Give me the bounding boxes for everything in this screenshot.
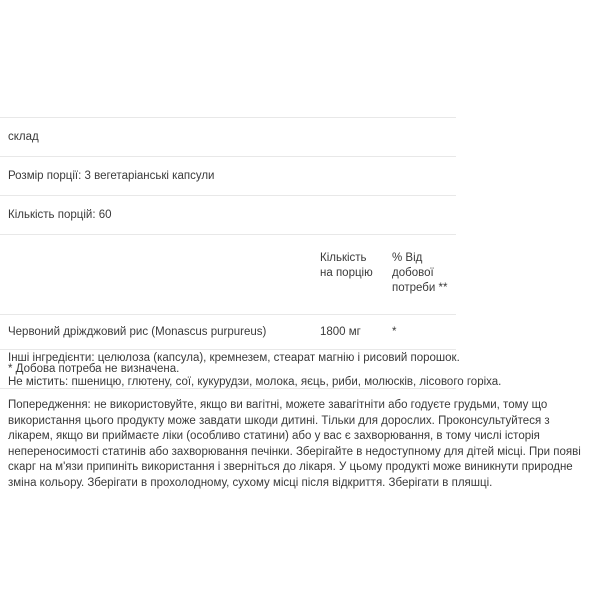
table-row-servings-per-container: [0, 196, 456, 235]
ingredient-amount: 1800 мг: [320, 326, 361, 338]
table-row: [0, 315, 456, 350]
info-paragraphs: [8, 351, 592, 491]
free-from-text: Не містить: пшеницю, глютену, сої, кукурудзи, молока, яєць, риби, молюсків, лісового горіха.: [8, 375, 502, 388]
supplement-facts-table: [0, 117, 456, 389]
table-row-serving-size: [0, 157, 456, 196]
ingredient-daily-value: *: [392, 326, 397, 338]
table-header-row: [0, 235, 456, 315]
facts-footnote: * Добова потреба не визначена.: [8, 363, 180, 375]
column-header-percent-daily-value: % Від добової потреби **: [392, 252, 448, 294]
other-ingredients-text: Інші інгредієнти: целюлоза (капсула), кремнезем, стеарат магнію і рисовий порошок.: [8, 352, 460, 364]
supplement-facts-table-wrapper: [0, 117, 456, 389]
warning-text: Попередження: не використовуйте, якщо ви вагітні, можете завагітніти або годуєте грудьми, тому що використання цього продукту може завдати шкоди дитині. Тільки для дорослих. Проконсультуйтеся з лікарем, якщо ви приймаєте ліки (особливо статини) або у вас є захворювання, в тому числі історія непереносимості статинів або захворювання печінки. Зберігайте в недоступному для дітей місці. При появі скарг на м'язи припиніть використання і зверніться до лікаря. У цьому продукті може виникнути природне зміна кольору. Зберігати в прохолодному, сухому місці після відкриття. Зберігати в пляшці.: [8, 399, 581, 489]
column-header-amount-per-serving: Кількість на порцію: [320, 252, 373, 279]
facts-title: склад: [8, 131, 39, 143]
column-header-name: [0, 235, 312, 315]
ingredient-name: Червоний дріжджовий рис (Monascus purpureus): [8, 326, 267, 338]
servings-per-container-text: Кількість порцій: 60: [8, 209, 112, 221]
serving-size-text: Розмір порції: 3 вегетаріанські капсули: [8, 170, 215, 182]
table-row-title: [0, 118, 456, 157]
